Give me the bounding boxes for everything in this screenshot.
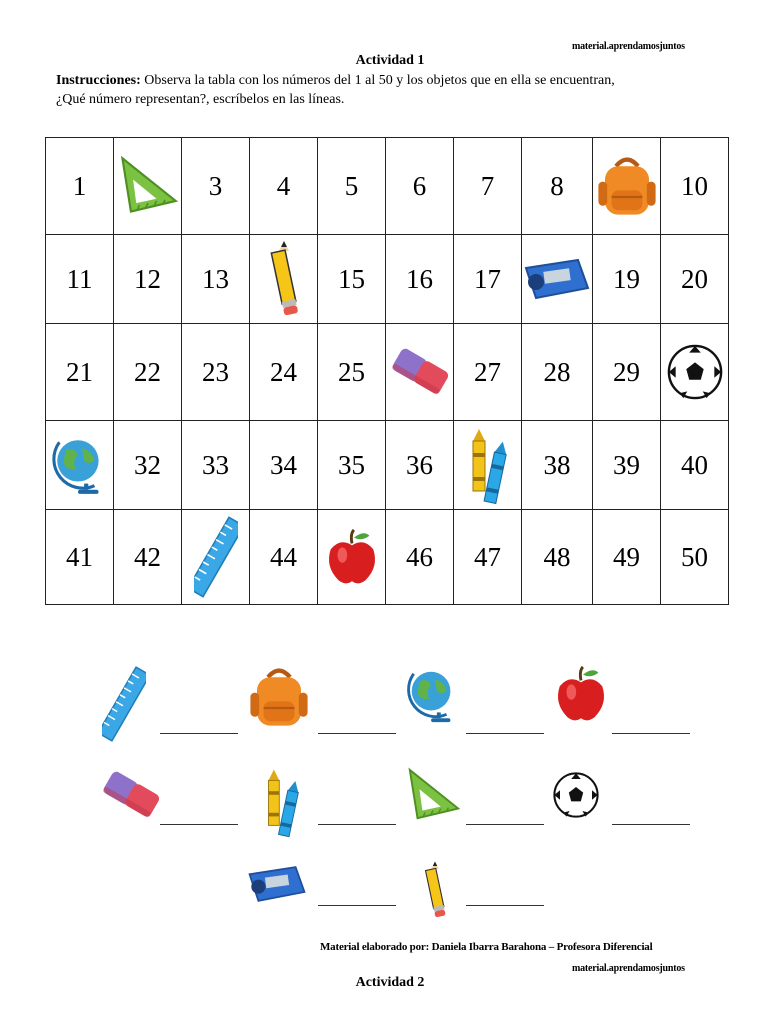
soccer-ball-icon: [552, 766, 600, 824]
grid-cell-number: 39: [593, 421, 661, 510]
exercise-picture: [102, 664, 146, 749]
answer-line[interactable]: [160, 824, 238, 825]
ruler-icon: [194, 514, 238, 600]
grid-cell-picture: [114, 138, 182, 235]
grid-cell-picture: [522, 235, 593, 324]
grid-row: [46, 235, 729, 324]
grid-cell-number: 42: [114, 510, 182, 605]
grid-cell-picture: [593, 138, 661, 235]
grid-cell-picture: [318, 510, 386, 605]
triangle-ruler-icon: [116, 154, 180, 218]
grid-cell-number: 21: [46, 324, 114, 421]
exercise-picture: [404, 664, 462, 731]
exercise-picture: [246, 664, 312, 735]
ruler-icon: [102, 664, 146, 744]
grid-cell-number: 40: [661, 421, 729, 510]
soccer-ball-icon: [666, 343, 724, 401]
exercise-picture: [420, 860, 450, 925]
answer-line[interactable]: [318, 905, 396, 906]
grid-cell-picture: [250, 235, 318, 324]
grid-cell-number: 49: [593, 510, 661, 605]
grid-cell-number: 41: [46, 510, 114, 605]
grid-cell-number: 4: [250, 138, 318, 235]
grid-cell-number: 36: [386, 421, 454, 510]
grid-cell-number: 24: [250, 324, 318, 421]
instructions-line1: Observa la tabla con los números del 1 al 50 y los objetos que en ella se encuentran,: [140, 73, 615, 88]
grid-cell-number: 6: [386, 138, 454, 235]
answer-line[interactable]: [612, 824, 690, 825]
next-activity-title: Actividad 2: [355, 975, 425, 990]
exercise-picture: [100, 766, 162, 829]
grid-cell-number: 50: [661, 510, 729, 605]
grid-cell-number: 7: [454, 138, 522, 235]
grid-cell-number: 48: [522, 510, 593, 605]
grid-cell-number: 12: [114, 235, 182, 324]
answer-line[interactable]: [318, 733, 396, 734]
backpack-icon: [594, 152, 660, 220]
sharpener-icon: [522, 254, 592, 304]
pencil-icon: [420, 860, 450, 920]
website-header: material.aprendamosjuntos: [572, 41, 685, 52]
answer-line[interactable]: [466, 733, 544, 734]
website-footer: material.aprendamosjuntos: [572, 963, 685, 974]
grid-cell-number: 32: [114, 421, 182, 510]
exercise-picture: [258, 766, 306, 843]
grid-cell-number: 5: [318, 138, 386, 235]
grid-row: [46, 510, 729, 605]
grid-cell-picture: [46, 421, 114, 510]
instructions-line2: ¿Qué número representan?, escríbelos en las líneas.: [56, 92, 345, 107]
number-grid: [45, 137, 729, 605]
grid-cell-number: 11: [46, 235, 114, 324]
grid-cell-number: 16: [386, 235, 454, 324]
grid-cell-number: 15: [318, 235, 386, 324]
grid-cell-number: 19: [593, 235, 661, 324]
globe-icon: [404, 664, 462, 726]
grid-row: [46, 421, 729, 510]
exercise-picture: [552, 766, 600, 829]
grid-cell-number: 13: [182, 235, 250, 324]
grid-row: [46, 324, 729, 421]
apple-icon: [552, 664, 610, 724]
grid-cell-number: 22: [114, 324, 182, 421]
answer-line[interactable]: [466, 824, 544, 825]
grid-cell-number: 44: [250, 510, 318, 605]
exercise-picture: [246, 860, 308, 913]
instructions: [56, 71, 696, 109]
sharpener-icon: [246, 860, 308, 908]
grid-cell-number: 1: [46, 138, 114, 235]
credit-line: Material elaborado por: Daniela Ibarra Barahona – Profesora Diferencial: [320, 941, 653, 953]
answer-line[interactable]: [318, 824, 396, 825]
grid-cell-number: 17: [454, 235, 522, 324]
grid-cell-number: 3: [182, 138, 250, 235]
grid-cell-number: 10: [661, 138, 729, 235]
grid-cell-picture: [182, 510, 250, 605]
instructions-label: Instrucciones:: [56, 73, 141, 88]
grid-cell-number: 46: [386, 510, 454, 605]
grid-cell-picture: [386, 324, 454, 421]
pencil-icon: [268, 239, 300, 319]
apple-icon: [323, 526, 381, 588]
eraser-icon: [389, 344, 451, 400]
page-title: Actividad 1: [355, 53, 425, 68]
grid-cell-number: 20: [661, 235, 729, 324]
crayons-icon: [258, 766, 306, 838]
grid-cell-picture: [454, 421, 522, 510]
backpack-icon: [246, 664, 312, 730]
grid-cell-number: 23: [182, 324, 250, 421]
exercise-picture: [552, 664, 610, 729]
answer-line[interactable]: [160, 733, 238, 734]
grid-cell-number: 25: [318, 324, 386, 421]
grid-cell-number: 33: [182, 421, 250, 510]
grid-cell-number: 29: [593, 324, 661, 421]
globe-icon: [49, 434, 111, 496]
eraser-icon: [100, 766, 162, 824]
answer-line[interactable]: [612, 733, 690, 734]
grid-cell-number: 47: [454, 510, 522, 605]
grid-cell-number: 8: [522, 138, 593, 235]
grid-cell-number: 38: [522, 421, 593, 510]
triangle-ruler-icon: [404, 766, 462, 824]
grid-cell-number: 34: [250, 421, 318, 510]
exercise-picture: [404, 766, 462, 829]
grid-cell-picture: [661, 324, 729, 421]
grid-row: [46, 138, 729, 235]
answer-line[interactable]: [466, 905, 544, 906]
grid-cell-number: 35: [318, 421, 386, 510]
crayons-icon: [463, 423, 513, 507]
grid-cell-number: 28: [522, 324, 593, 421]
grid-cell-number: 27: [454, 324, 522, 421]
